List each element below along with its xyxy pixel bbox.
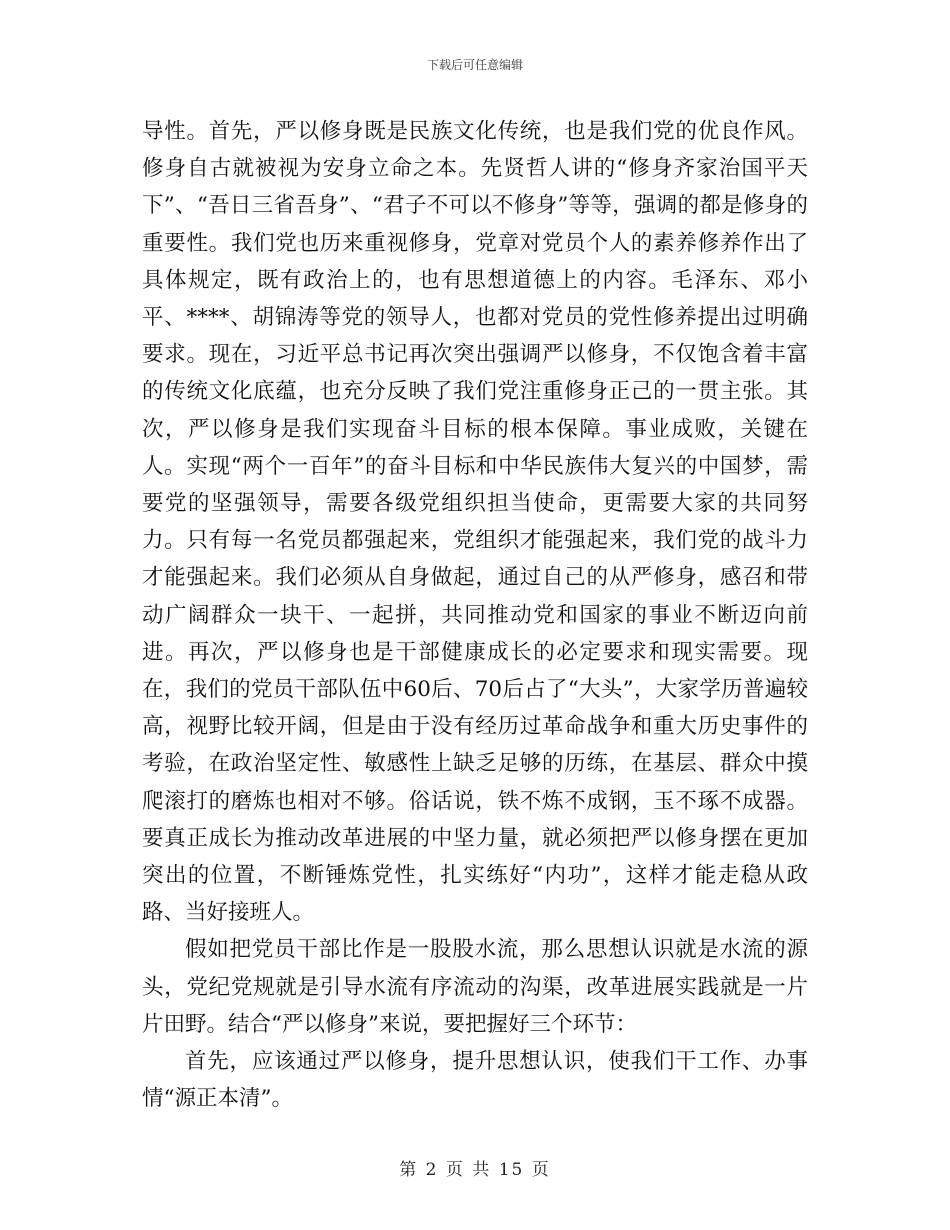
paragraph-water-metaphor: 假如把党员干部比作是一股股水流，那么思想认识就是水流的源头，党纪党规就是引导水流有序流动的沟渠，改革进展实践就是一片片田野。结合“严以修身”来说，要把握好三个环节：: [142, 937, 808, 1037]
page-number: 第 2 页 共 15 页: [399, 1160, 551, 1180]
body-text: [142, 113, 808, 1117]
page-header: 下载后可任意编辑: [426, 58, 523, 72]
paragraph-first-point: 首先，应该通过严以修身，提升思想认识，使我们干工作、办事情“源正本清”。: [142, 1049, 808, 1112]
paragraph-continued: 导性。首先，严以修身既是民族文化传统，也是我们党的优良作风。修身自古就被视为安身立命之本。先贤哲人讲的“修身齐家治国平天下”、“吾日三省吾身”、“君子不可以不修身”等等，强调的都是修身的重要性。我们党也历来重视修身，党章对党员个人的素养修养作出了具体规定，既有政治上的，也有思想道德上的内容。毛泽东、邓小平、****、胡锦涛等党的领导人，也都对党员的党性修养提出过明确要求。现在，习近平总书记再次突出强调严以修身，不仅饱含着丰富的传统文化底蕴，也充分反映了我们党注重修身正己的一贯主张。其次，严以修身是我们实现奋斗目标的根本保障。事业成败，关键在人。实现“两个一百年”的奋斗目标和中华民族伟大复兴的中国梦，需要党的坚强领导，需要各级党组织担当使命，更需要大家的共同努力。只有每一名党员都强起来，党组织才能强起来，我们党的战斗力才能强起来。我们必须从自身做起，通过自己的从严修身，感召和带动广阔群众一块干、一起拼，共同推动党和国家的事业不断迈向前进。再次，严以修身也是干部健康成长的必定要求和现实需要。现在，我们的党员干部队伍中60后、70后占了“大头”，大家学历普遍较高，视野比较开阔，但是由于没有经历过革命战争和重大历史事件的考验，在政治坚定性、敏感性上缺乏足够的历练，在基层、群众中摸爬滚打的磨炼也相对不够。俗话说，铁不炼不成钢，玉不琢不成器。要真正成长为推动改革进展的中坚力量，就必须把严以修身摆在更加突出的位置，不断锤炼党性，扎实练好“内功”，这样才能走稳从政路、当好接班人。: [142, 119, 808, 926]
